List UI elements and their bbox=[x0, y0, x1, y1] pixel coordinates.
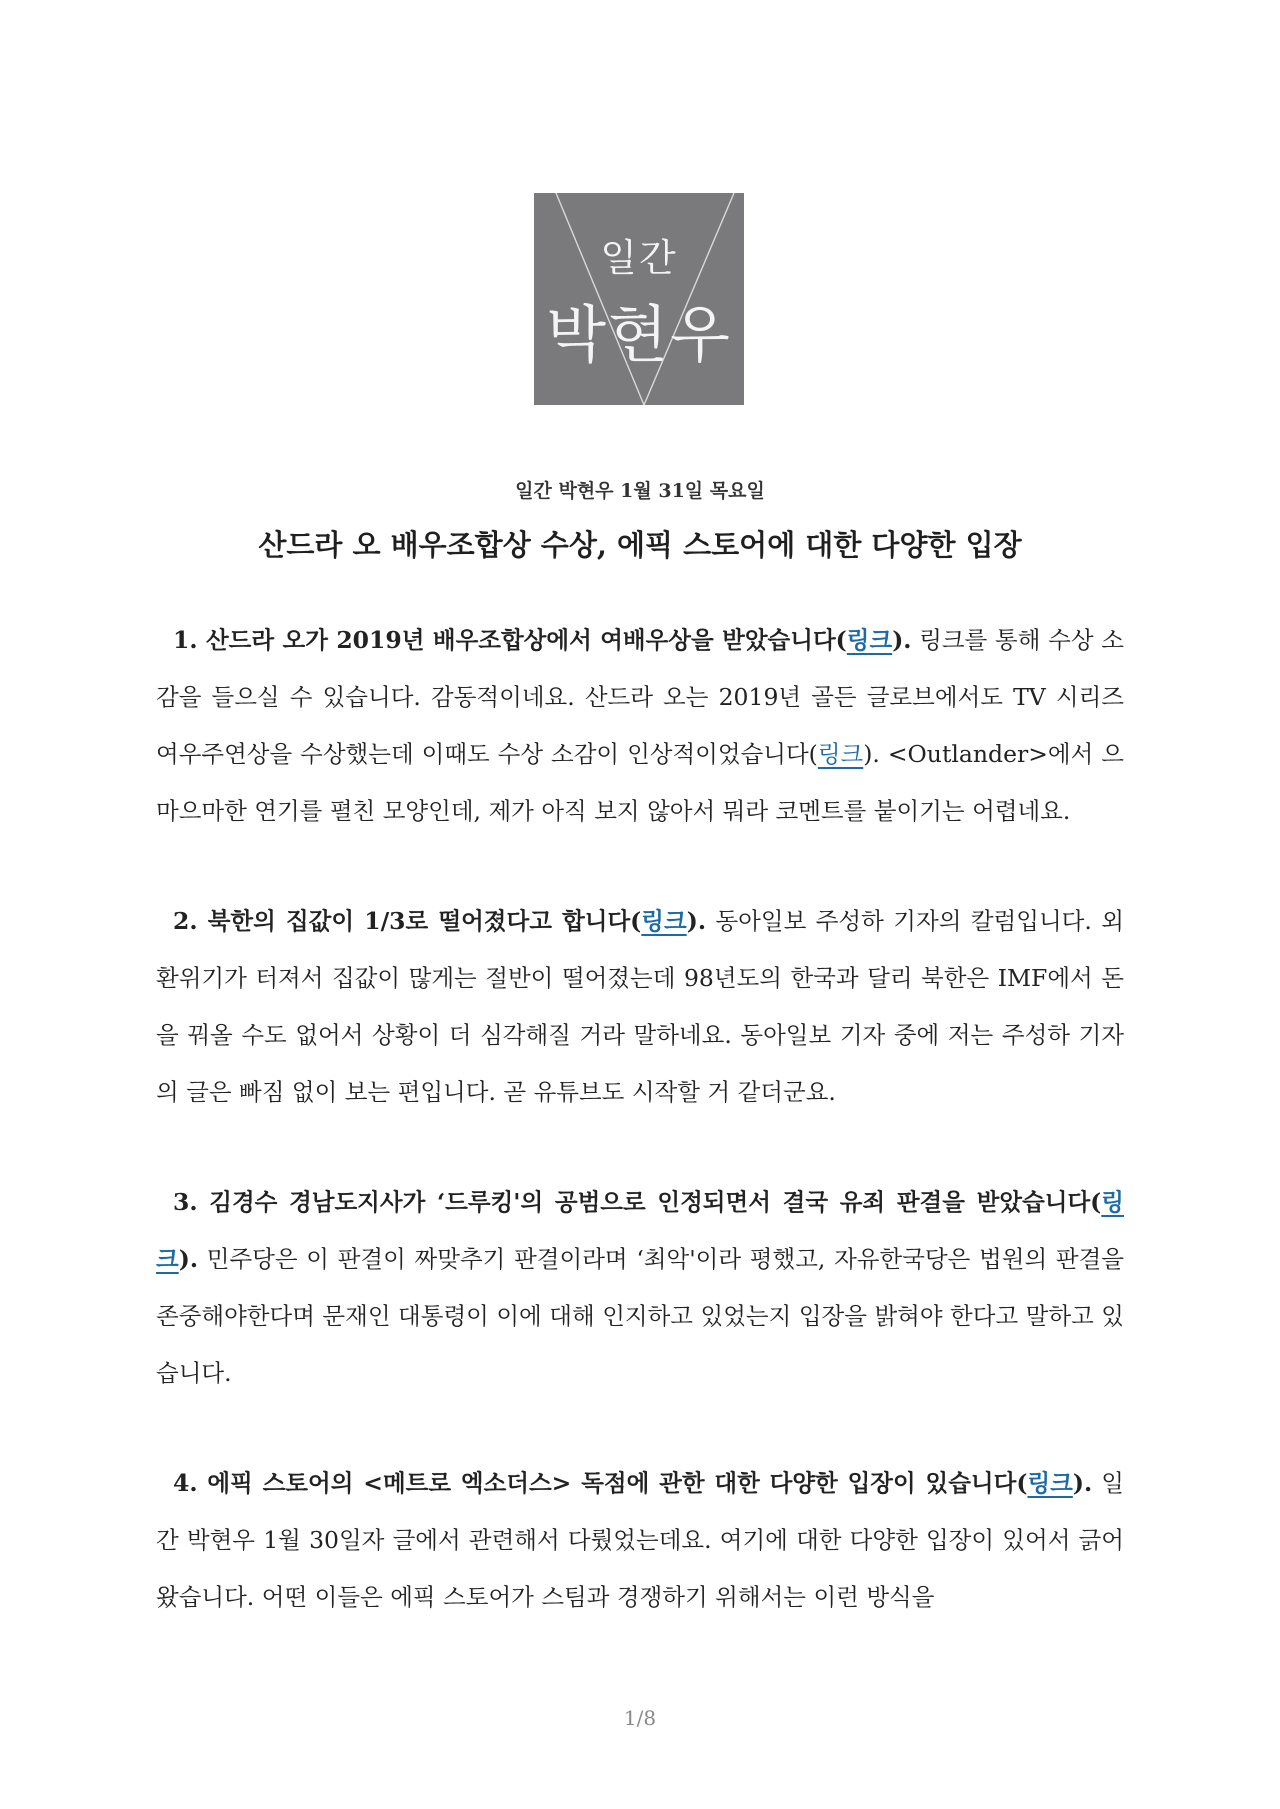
news-item-4-link[interactable]: 링크 bbox=[1027, 1469, 1073, 1497]
page-number: 1/8 bbox=[623, 1706, 657, 1730]
news-item-2-headline-text: 2. 북한의 집값이 1/3로 떨어졌다고 합니다( bbox=[173, 907, 642, 935]
news-item-1-body-link[interactable]: 링크 bbox=[817, 740, 864, 768]
news-item-2 bbox=[156, 893, 1124, 1121]
news-item-4-body: 일간 박현우 1월 30일자 글에서 관련해서 다뤘었는데요. 여기에 대한 다양한 입장이 있어서 긁어왔습니다. 어떤 이들은 에픽 스토어가 스팀과 경쟁하기 위해서는 이런 방식을 bbox=[156, 1469, 1124, 1611]
newsletter-logo bbox=[534, 193, 744, 405]
news-item-4-headline-text: 4. 에픽 스토어의 <메트로 엑소더스> 독점에 관한 대한 다양한 입장이 있습니다( bbox=[173, 1469, 1028, 1497]
news-item-4-headline-close: ). bbox=[1072, 1469, 1093, 1497]
news-item-2-headline-close: ). bbox=[686, 907, 707, 935]
news-item-3-link[interactable]: 링크 bbox=[156, 1188, 1124, 1273]
news-item-1-body: 링크를 통해 수상 소감을 들으실 수 있습니다. 감동적이네요. 산드라 오는 2019년 골든 글로브에서도 TV 시리즈 여우주연상을 수상했는데 이때도 수상 소감이 인상적이었습니다( bbox=[156, 626, 1124, 768]
news-item-2-headline bbox=[173, 907, 706, 935]
news-item-2-link[interactable]: 링크 bbox=[641, 907, 687, 935]
news-item-3-headline-close: ). bbox=[178, 1245, 199, 1273]
news-item-4 bbox=[156, 1455, 1124, 1626]
logo-text-small: 일간 bbox=[600, 236, 678, 280]
news-item-3 bbox=[156, 1174, 1124, 1402]
news-item-1 bbox=[156, 612, 1124, 840]
article-body bbox=[156, 612, 1124, 1679]
issue-dateline: 일간 박현우 1월 31일 목요일 bbox=[515, 480, 765, 502]
news-item-4-headline bbox=[173, 1469, 1092, 1497]
news-item-1-headline bbox=[173, 626, 912, 654]
news-item-1-headline-close: ). bbox=[892, 626, 912, 654]
news-item-3-body: 민주당은 이 판결이 짜맞추기 판결이라며 ‘최악'이라 평했고, 자유한국당은 법원의 판결을 존중해야한다며 문재인 대통령이 이에 대해 인지하고 있었는지 입장을 밝혀야 한다고 말하고 있습니다. bbox=[156, 1245, 1124, 1387]
logo-text-large: 박현우 bbox=[546, 298, 732, 371]
issue-title: 산드라 오 배우조합상 수상, 에픽 스토어에 대한 다양한 입장 bbox=[258, 528, 1022, 562]
news-item-3-headline-text: 3. 김경수 경남도지사가 ‘드루킹'의 공범으로 인정되면서 결국 유죄 판결을 받았습니다( bbox=[173, 1188, 1102, 1216]
news-item-2-body: 동아일보 주성하 기자의 칼럼입니다. 외환위기가 터져서 집값이 많게는 절반이 떨어졌는데 98년도의 한국과 달리 북한은 IMF에서 돈을 꿔올 수도 없어서 상황이 더 심각해질 거라 말하네요. 동아일보 기자 중에 저는 주성하 기자의 글은 빠짐 없이 보는 편입니다. 곧 유튜브도 시작할 거 같더군요. bbox=[156, 907, 1124, 1106]
news-item-1-headline-text: 1. 산드라 오가 2019년 배우조합상에서 여배우상을 받았습니다( bbox=[173, 626, 847, 654]
news-item-1-body-cont: ). <Outlander>에서 으마으마한 연기를 펼친 모양인데, 제가 아직 보지 않아서 뭐라 코멘트를 붙이기는 어렵네요. bbox=[156, 740, 1124, 825]
news-item-1-link[interactable]: 링크 bbox=[846, 626, 893, 654]
